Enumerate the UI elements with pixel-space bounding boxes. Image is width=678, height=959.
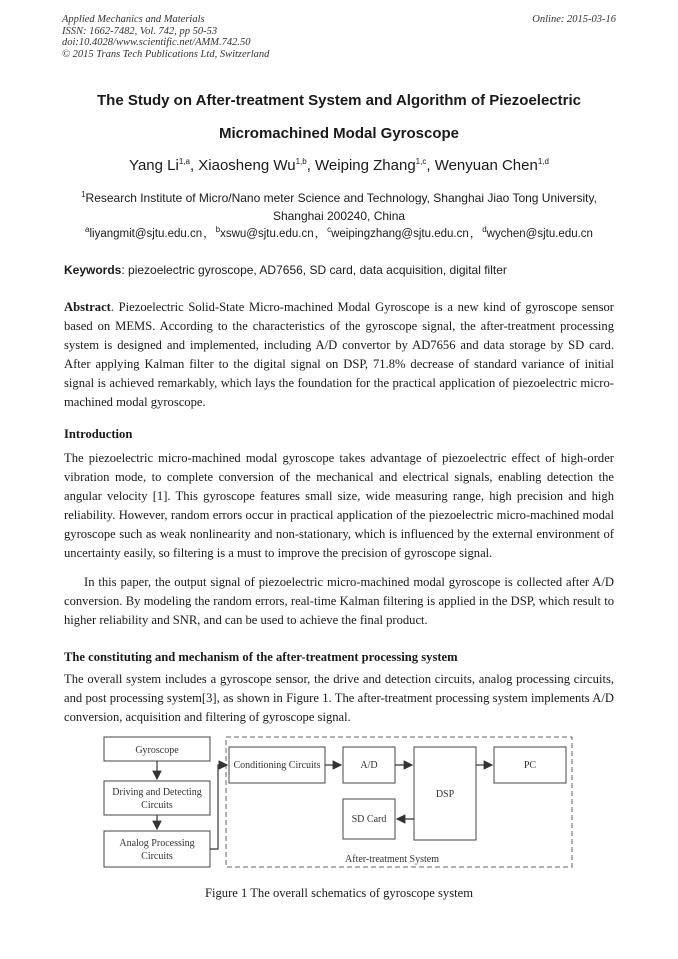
journal-header <box>62 14 269 60</box>
ad-label: A/D <box>360 760 378 771</box>
paper-title-line1: The Study on After-treatment System and Algorithm of Piezoelectric <box>97 92 581 109</box>
paper-title-line2: Micromachined Modal Gyroscope <box>218 125 460 142</box>
section-paragraph: The overall system includes a gyroscope sensor, the drive and detection circuits, analog processing circuits, and post processing system[3], as shown in Figure 1. The after-treatment processing system implements A/D conversion, acquisition and filtering of gyroscope signal. <box>64 672 614 724</box>
journal-name: Applied Mechanics and Materials <box>62 14 205 25</box>
arrow-analog-to-conditioning <box>210 765 227 849</box>
email-list: $^a$liyangmit@sjtu.edu.cn，$^b$xswu@sjtu.edu.cn，$^c$weipingzhang@sjtu.edu.cn，$^d$wychen@sjtu.edu.cn <box>85 225 593 240</box>
abstract <box>64 298 614 412</box>
analog-processing-label-2: Circuits <box>141 851 173 862</box>
section-heading: The constituting and mechanism of the after-treatment processing system <box>64 650 458 664</box>
author: Xiaosheng Wu$^{1,b}$, <box>198 157 316 174</box>
analog-processing-label-1: Analog Processing <box>119 838 195 849</box>
author: Yang Li$^{1,a}$, <box>129 157 199 174</box>
system-label: After-treatment System <box>345 854 439 865</box>
email[interactable]: $^c$weipingzhang@sjtu.edu.cn <box>327 225 469 240</box>
figure-1 <box>102 733 580 873</box>
email[interactable]: $^a$liyangmit@sjtu.edu.cn <box>85 225 203 240</box>
figure-caption: Figure 1 The overall schematics of gyroscope system <box>204 886 474 900</box>
introduction-paragraph-2: In this paper, the output signal of piezoelectric micro-machined modal gyroscope is collected after A/D conversion. By modeling the random errors, real-time Kalman filtering is applied in the DSP, which result to higher reliability and SNR, and can be used to achieve the final product. <box>64 575 614 627</box>
dsp-label: DSP <box>435 789 455 800</box>
conditioning-circuits-label: Conditioning Circuits <box>233 760 321 771</box>
email[interactable]: $^d$wychen@sjtu.edu.cn <box>482 225 593 240</box>
sd-card-label: SD Card <box>351 814 387 825</box>
affiliation: $^1$Research Institute of Micro/Nano meter Science and Technology, Shanghai Jiao Tong University, Shanghai 200240, China <box>81 190 597 223</box>
driving-detecting-label-1: Driving and Detecting <box>112 787 202 798</box>
abstract-label: Abstract <box>64 300 111 314</box>
keywords: Keywords: piezoelectric gyroscope, AD7656, SD card, data acquisition, digital filter <box>64 263 507 277</box>
introduction-paragraph-1: The piezoelectric micro-machined modal gyroscope takes advantage of piezoelectric effect of high-order vibration mode, to complete conversion of the mechanical and electrical signals, enabling detection the angular velocity [1]. This gyroscope features small size, wide measuring range, high precision and high reliability. However, random errors occur in practical application of the piezoelectric micro-machined modal gyroscope such as weak nonlinearity and non-stationary, which is influenced by the external environment of uncertainty easily, so filtering is a must to improve the precision of gyroscope signal. <box>64 451 614 560</box>
introduction-heading: Introduction <box>64 427 133 441</box>
issn: ISSN: 1662-7482, Vol. 742, pp 50-53 <box>62 25 218 37</box>
doi: doi:10.4028/www.scientific.net/AMM.742.50 <box>62 37 251 48</box>
copyright: © 2015 Trans Tech Publications Ltd, Switzerland <box>62 48 270 60</box>
email[interactable]: $^b$xswu@sjtu.edu.cn <box>215 225 314 240</box>
author: Wenyuan Chen$^{1,d}$ <box>434 157 549 174</box>
author: Weiping Zhang$^{1,c}$, <box>315 157 435 174</box>
driving-detecting-label-2: Circuits <box>141 800 173 811</box>
gyroscope-label: Gyroscope <box>135 745 179 756</box>
author-list <box>20 157 658 174</box>
abstract-text: . Piezoelectric Solid-State Micro-machined Modal Gyroscope is a new kind of gyroscope sensor based on MEMS. According to the characteristics of the gyroscope signal, the after-treatment processing system is designed and implemented, including A/D convertor by AD7656 and data storage by SD card. After applying Kalman filter to the digital signal on DSP, 71.8% decrease of standard variance of initial signal is achieved remarkably, which lays the foundation for the practical application of piezoelectric micro-machined modal gyroscope. <box>64 300 614 409</box>
online-date: Online: 2015-03-16 <box>532 14 616 25</box>
pc-label: PC <box>523 760 537 771</box>
